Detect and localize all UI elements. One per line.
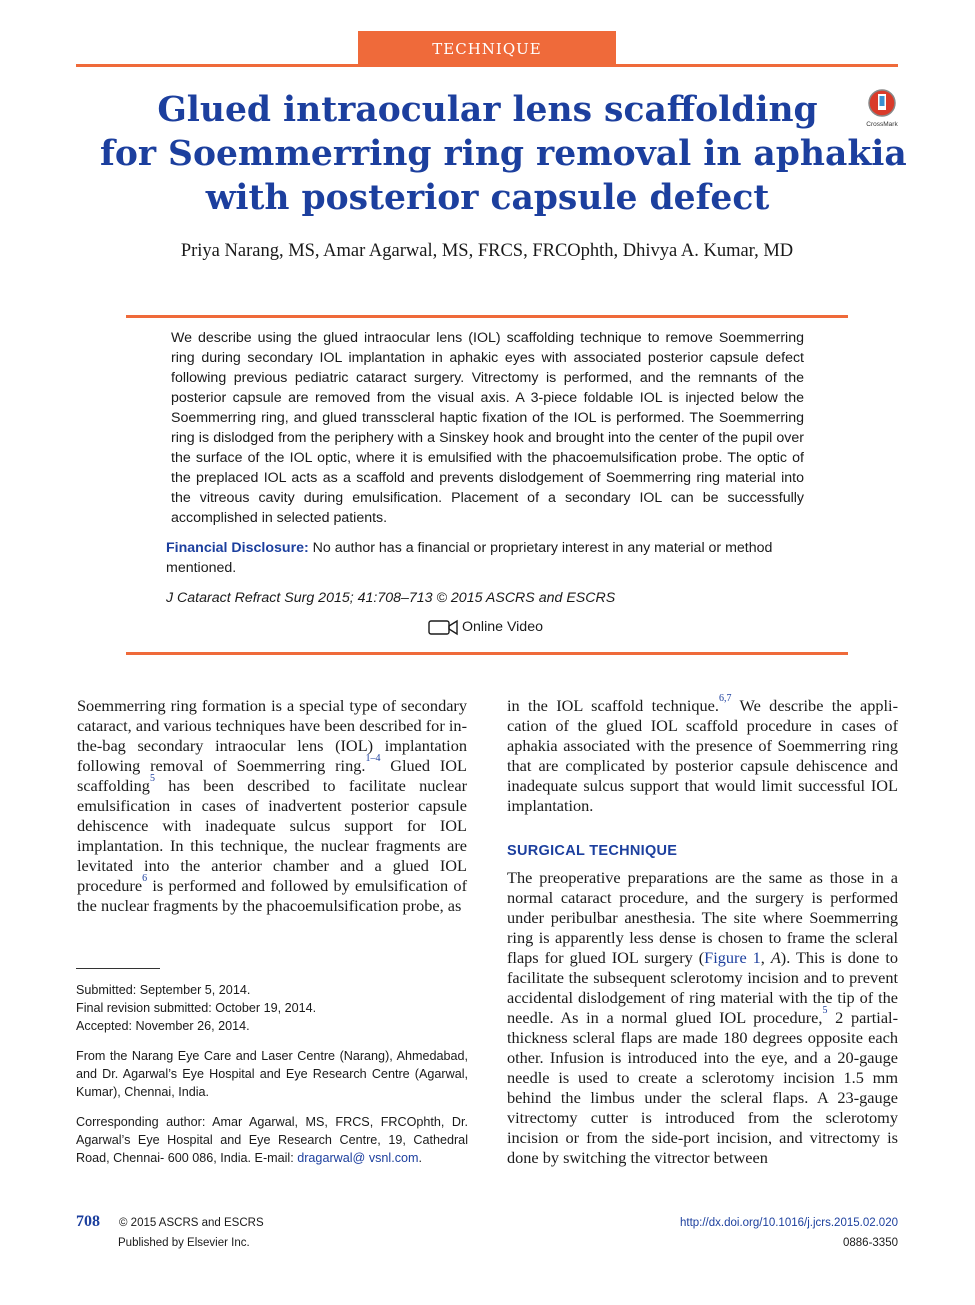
- text-run: Soemmerring ring formation is a special type of secondary cataract, and various techniques have been described for in-the-bag secondary intraocular lens (IOL) implantation following removal of Soemmerring ring.: [77, 696, 467, 775]
- text-run: The preoperative preparations are the same as those in a normal cataract procedure, and the surgery is performed under peribulbar anesthesia. The site where Soemmerring ring is apparently less dense is chosen to frame the scleral flaps for glued IOL surgery (: [507, 868, 898, 967]
- video-camera-icon: [428, 618, 458, 636]
- text-run: is performed and followed by emulsification of the nuclear fragments by the phacoemulsification probe, as: [77, 876, 467, 915]
- submitted-date: Submitted: September 5, 2014.: [76, 983, 251, 997]
- footnote-divider: [76, 968, 160, 969]
- submission-dates: [76, 981, 468, 1035]
- reference-link[interactable]: 6: [142, 873, 148, 884]
- right-paragraph-1: [507, 693, 898, 816]
- crossmark-label: CrossMark: [866, 121, 898, 128]
- right-paragraph-2: The preoperative preparations are the same as those in a normal cataract procedure, and the surgery is performed under peribulbar anesthesia. The site where Soemmerring ring is apparently less dense is chosen to frame the scleral flaps for glued IOL surgery (Figure 1, A). This is done to facilitate the subsequent sclerotomy incision and to prevent accidental dislodgement of ring material with the tip of the needle. As in a normal glued IOL procedure,$^5$ 2 partial-thickness scleral flaps are made 180 degrees opposite each other. Infusion is introduced into the eye, and a 20-gauge needle is used to create a sclerotomy incision 1.5 mm behind the limbus under the scleral flaps. A 23-gauge vitrectomy cutter is introduced from the sclerotomy incision or from the side-port incision, and vitrectomy is done by switching the vitrector between: [507, 868, 898, 1167]
- text-run: 2 partial-thickness scleral flaps are made 180 degrees opposite each other. Infusion is introduced into the eye, and a 20-gauge needle is used to create a sclerotomy incision 1.5 mm behind the limbus under the scleral flaps. A 23-gauge vitrectomy cutter is introduced from the sclerotomy incision or from the side-port incision, and vitrectomy is done by switching the vitrector between: [507, 1008, 898, 1167]
- right-column-body: [507, 868, 898, 1168]
- disclosure-text: No author has a financial or proprietary interest in any material or method mentioned.: [166, 540, 773, 576]
- corresponding-author-note: [76, 1113, 468, 1167]
- online-video-label: Online Video: [462, 619, 543, 635]
- reference-link[interactable]: 5: [822, 1005, 828, 1016]
- text-run: in the IOL scaffold technique.: [507, 696, 719, 715]
- right-column-intro: [507, 693, 898, 816]
- footer-publisher: Published by Elsevier Inc.: [118, 1237, 250, 1249]
- accepted-date: Accepted: November 26, 2014.: [76, 1019, 250, 1033]
- figure-link[interactable]: Figure 1: [704, 948, 761, 967]
- left-paragraph-1: [77, 696, 467, 916]
- crossmark-icon[interactable]: [858, 88, 906, 130]
- footer-copyright: © 2015 ASCRS and ESCRS: [119, 1217, 264, 1229]
- text-run: We describe the application of the glued IOL scaffold procedure in cases of aphakia associated with the presence of Soemmerring ring that are complicated by posterior capsule dehiscence and inadequate sulcus support that would limit successful IOL implantation.: [507, 696, 898, 815]
- page-number: 708: [76, 1213, 100, 1230]
- header-rule: [76, 64, 898, 67]
- issn: 0886-3350: [843, 1237, 898, 1249]
- reference-link[interactable]: 1–4: [365, 753, 381, 764]
- revision-date: Final revision submitted: October 19, 2014.: [76, 1001, 317, 1015]
- footer-left: [119, 1213, 264, 1253]
- title-line-3: with posterior capsule defect: [205, 178, 770, 218]
- section-heading: SURGICAL TECHNIQUE: [507, 843, 678, 859]
- title-line-2: for Soemmerring ring removal in aphakia: [100, 134, 907, 174]
- text-run: Glued IOL scaffolding: [77, 756, 467, 795]
- author-list: Priya Narang, MS, Amar Agarwal, MS, FRCS, FRCOphth, Dhivya A. Kumar, MD: [180, 241, 794, 261]
- reference-link[interactable]: 5: [149, 773, 155, 784]
- text-run: .: [418, 1151, 423, 1165]
- financial-disclosure: [166, 538, 811, 578]
- footer-right: [680, 1213, 898, 1253]
- disclosure-label: Financial Disclosure:: [166, 540, 309, 556]
- text-run: Corresponding author: Amar Agarwal, MS, FRCS, FRCOphth, Dr. Agarwal’s Eye Hospital and Eye Research Centre, 19, Cathedral Road, Chennai- 600 086, India. E-mail:: [76, 1115, 468, 1165]
- section-tag: TECHNIQUE: [358, 31, 616, 65]
- figure-panel-letter: A: [770, 948, 781, 967]
- online-video-link[interactable]: [428, 616, 543, 638]
- abstract-text: We describe using the glued intraocular lens (IOL) scaffolding technique to remove Soemmerring ring during secondary IOL implantation in aphakic eyes with associated posterior capsule defect following previous pediatric cataract surgery. Vitrectomy is performed, and the remnants of the posterior capsule are removed from the visual axis. A 3-piece foldable IOL is injected below the Soemmerring ring, and glued transscleral haptic fixation of the IOL is performed. The Soemmerring ring is dislodged from the periphery with a Sinskey hook and brought into the center of the pupil over the surface of the IOL optic, where it is emulsified with the phacoemulsification probe. The optic of the preplaced IOL acts as a scaffold and prevents dislodgement of Soemmerring ring material into the vitreous cavity during emulsification. Placement of a secondary IOL can be successfully accomplished in selected patients.: [171, 330, 804, 526]
- left-column: [77, 696, 467, 916]
- reference-link[interactable]: 6,7: [718, 693, 732, 704]
- text-run: has been described to facilitate nuclear emulsification in cases of inadvertent posterior capsule dehiscence with inadequate sulcus support for IOL implantation. In this technique, the nuclear fragments are levitated into the anterior chamber and a glued IOL procedure: [77, 776, 467, 895]
- title-line-1: Glued intraocular lens scaffolding: [157, 90, 818, 130]
- email-link[interactable]: dragarwal@ vsnl.com: [297, 1151, 419, 1165]
- doi-link[interactable]: http://dx.doi.org/10.1016/j.jcrs.2015.02.020: [679, 1217, 898, 1229]
- journal-citation: J Cataract Refract Surg 2015; 41:708–713 © 2015 ASCRS and ESCRS: [166, 590, 616, 606]
- text-run: ). This is done to facilitate the subsequent sclerotomy incision and to prevent accidental dislodgement of ring material with the tip of the needle. As in a normal glued IOL procedure,: [507, 948, 898, 1027]
- affiliation-note: From the Narang Eye Care and Laser Centre (Narang), Ahmedabad, and Dr. Agarwal’s Eye Hospital and Eye Research Centre (Agarwal, Kumar), Chennai, India.: [76, 1049, 468, 1099]
- abstract-top-rule: [126, 315, 848, 318]
- abstract-bottom-rule: [126, 652, 848, 655]
